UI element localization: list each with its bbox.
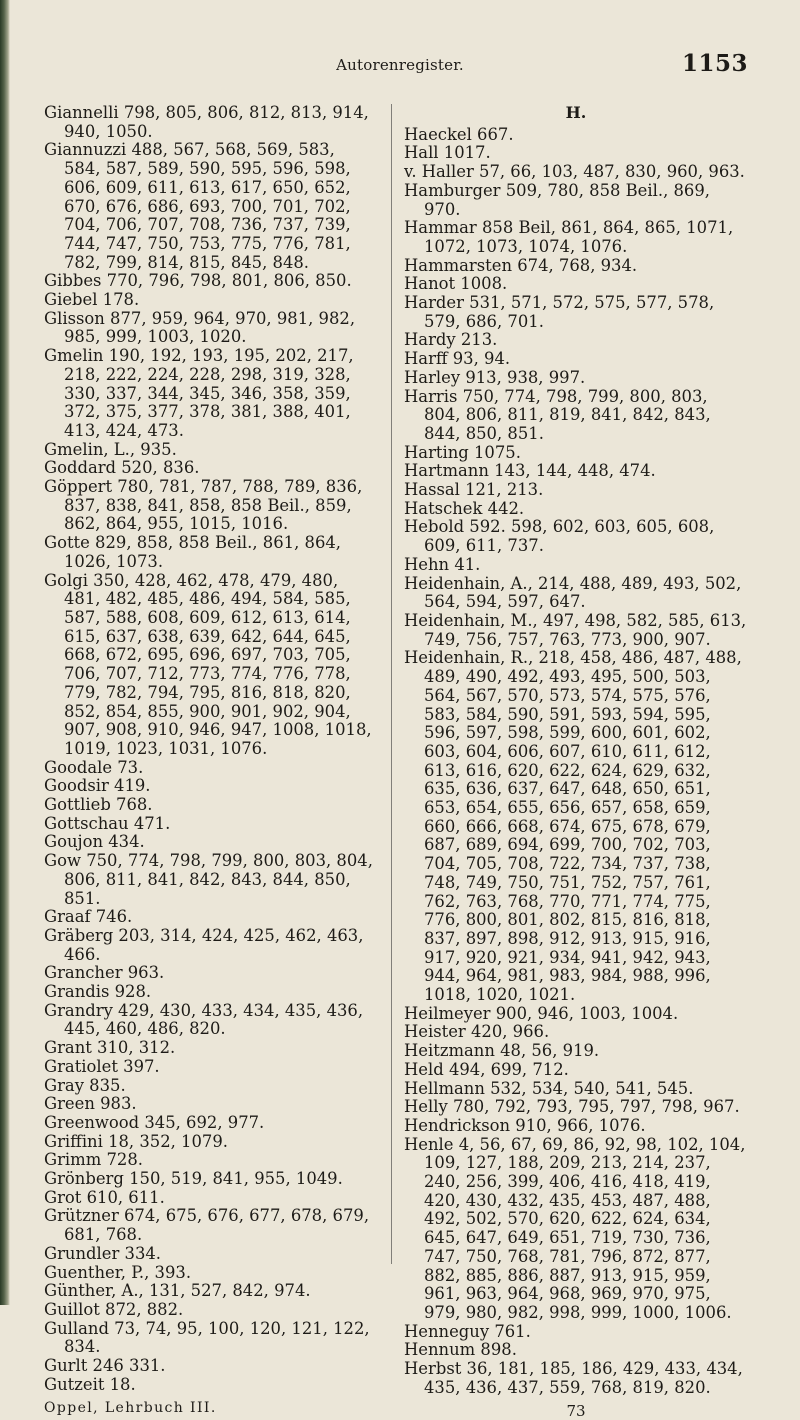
index-entry: Held 494, 699, 712. [404, 1059, 569, 1079]
index-entry: Goodale 73. [44, 757, 144, 777]
section-letter: H. [565, 103, 587, 122]
index-entry: Hamburger 509, 780, 858 Beil., 869, 970. [404, 180, 710, 219]
index-entry: Grant 310, 312. [44, 1038, 176, 1058]
index-entry: Gray 835. [44, 1075, 126, 1095]
index-entry: Hanot 1008. [404, 274, 508, 294]
index-entry: Giannelli 798, 805, 806, 812, 813, 914, 940, 1050. [44, 103, 369, 141]
index-entry: Graaf 746. [44, 907, 133, 927]
book-footer: Oppel, Lehrbuch III. [44, 1399, 217, 1416]
index-entry: Greenwood 345, 692, 977. [44, 1112, 265, 1132]
index-entry: Hardy 213. [404, 330, 498, 350]
index-entry: Henle 4, 56, 67, 69, 86, 92, 98, 102, 104, 109, 127, 188, 209, 213, 214, 237, 240, 256, 399, 406, 416, 418, 419, 420, 430, 432, 435, 453, 487, 488, 492, 502, 570, 620, 622, 624, 634, 645, 647, 649, 651, 719, 730, 736, 747, 750, 768, 781, 796, 872, 877, 882, 885, 886, 887, 913, 915, 959, 961, 963, 964, 968, 969, 970, 975, 979, 980, 982, 998, 999, 1000, 1006. [404, 1134, 746, 1322]
index-entry: Gutzeit 18. [44, 1374, 136, 1394]
index-entry: Gmelin, L., 935. [44, 439, 177, 459]
index-entry: Heidenhain, A., 214, 488, 489, 493, 502, 564, 594, 597, 647. [404, 573, 742, 612]
index-entry: Goddard 520, 836. [44, 458, 200, 478]
index-entry: Hebold 592. 598, 602, 603, 605, 608, 609, 611, 737. [404, 517, 715, 556]
index-entry: Herbst 36, 181, 185, 186, 429, 433, 434, 435, 436, 437, 559, 768, 819, 820. [404, 1359, 743, 1397]
index-entry: Grandry 429, 430, 433, 434, 435, 436, 445, 460, 486, 820. [44, 1000, 364, 1039]
index-entry: Harris 750, 774, 798, 799, 800, 803, 804, 806, 811, 819, 841, 842, 843, 844, 850, 851. [404, 386, 711, 443]
index-entry: Harff 93, 94. [404, 349, 511, 369]
index-entry: Gurlt 246 331. [44, 1356, 166, 1376]
index-entry: Henneguy 761. [404, 1321, 531, 1341]
index-entry: Heilmeyer 900, 946, 1003, 1004. [404, 1003, 679, 1023]
index-entry: Gotte 829, 858, 858 Beil., 861, 864, 1026, 1073. [44, 533, 342, 571]
printer-signature: 73 [566, 1401, 586, 1420]
index-entry: Hartmann 143, 144, 448, 474. [404, 461, 656, 481]
index-entry: Grimm 728. [44, 1150, 143, 1170]
index-entry: Hennum 898. [404, 1340, 517, 1360]
index-entry: Harley 913, 938, 997. [404, 367, 586, 387]
index-entry: Heitzmann 48, 56, 919. [404, 1041, 600, 1061]
index-entry: Guillot 872, 882. [44, 1300, 184, 1319]
index-entry: Griffini 18, 352, 1079. [44, 1131, 228, 1151]
index-entry: Gräberg 203, 314, 424, 425, 462, 463, 466. [44, 925, 364, 964]
index-entry: Heister 420, 966. [404, 1022, 550, 1042]
index-entry: Haeckel 667. [404, 124, 514, 144]
index-entry: Hassal 121, 213. [404, 480, 544, 500]
index-entry: Grandis 928. [44, 982, 152, 1002]
index-entry: Gottlieb 768. [44, 795, 153, 815]
index-entry: Hatschek 442. [404, 498, 525, 518]
index-entry: Golgi 350, 428, 462, 478, 479, 480, 481, 482, 485, 486, 494, 584, 585, 587, 588, 608, 609, 612, 613, 614, 615, 637, 638, 639, 642, 644, 645, 668, 672, 695, 696, 697, 703, 705, 706, 707, 712, 773, 774, 776, 778, 779, 782, 794, 795, 816, 818, 820, 852, 854, 855, 900, 901, 902, 904, 907, 908, 910, 946, 947, 1008, 1018, 1019, 1023, 1031, 1076. [44, 570, 372, 758]
index-entry: Guenther, P., 393. [44, 1262, 192, 1282]
index-entry: Gow 750, 774, 798, 799, 800, 803, 804, 806, 811, 841, 842, 843, 844, 850, 851. [44, 851, 373, 908]
running-header: Autorenregister. [336, 56, 464, 74]
index-entry: Glisson 877, 959, 964, 970, 981, 982, 985, 999, 1003, 1020. [44, 308, 356, 347]
page-number: 1153 [681, 50, 748, 77]
index-entry: Hehn 41. [404, 554, 481, 574]
index-entry: Göppert 780, 781, 787, 788, 789, 836, 837, 838, 841, 858, 858 Beil., 859, 862, 864, 955, 1015, 1016. [44, 477, 363, 534]
left-column [44, 104, 374, 1417]
left-entry-list [44, 104, 374, 1395]
index-entry: Hendrickson 910, 966, 1076. [404, 1115, 646, 1135]
index-entry: Giannuzzi 488, 567, 568, 569, 583, 584, 587, 589, 590, 595, 596, 598, 606, 609, 611, 613, 617, 650, 652, 670, 676, 686, 693, 700, 701, 702, 704, 706, 707, 708, 736, 737, 739, 744, 747, 750, 753, 775, 776, 781, 782, 799, 814, 815, 845, 848. [44, 140, 351, 272]
index-entry: Harting 1075. [404, 442, 521, 462]
index-entry: Grönberg 150, 519, 841, 955, 1049. [44, 1169, 343, 1189]
index-entry: Gulland 73, 74, 95, 100, 120, 121, 122, 834. [44, 1318, 370, 1357]
index-entry: Gottschau 471. [44, 813, 171, 833]
index-entry: Heidenhain, M., 497, 498, 582, 585, 613, 749, 756, 757, 763, 773, 900, 907. [404, 610, 747, 649]
index-entry: Günther, A., 131, 527, 842, 974. [44, 1281, 311, 1301]
index-entry: Hall 1017. [404, 143, 491, 163]
index-entry: Gratiolet 397. [44, 1056, 160, 1076]
index-entry: Grancher 963. [44, 963, 165, 983]
index-entry: Hammar 858 Beil, 861, 864, 865, 1071, 1072, 1073, 1074, 1076. [404, 218, 734, 256]
index-entry: v. Haller 57, 66, 103, 487, 830, 960, 963. [404, 162, 745, 182]
index-entry: Harder 531, 571, 572, 575, 577, 578, 579, 686, 701. [404, 293, 715, 331]
right-entry-list [404, 126, 748, 1398]
index-entry: Hellmann 532, 534, 540, 541, 545. [404, 1078, 694, 1098]
book-binding-edge [0, 0, 10, 1305]
index-entry: Heidenhain, R., 218, 458, 486, 487, 488, 489, 490, 492, 493, 495, 500, 503, 564, 567, 570, 573, 574, 575, 576, 583, 584, 590, 591, 593, 594, 595, 596, 597, 598, 599, 600, 601, 602, 603, 604, 606, 607, 610, 611, 612, 613, 616, 620, 622, 624, 629, 632, 635, 636, 637, 647, 648, 650, 651, 653, 654, 655, 656, 657, 658, 659, 660, 666, 668, 674, 675, 678, 679, 687, 689, 694, 699, 700, 702, 703, 704, 705, 708, 722, 734, 737, 738, 748, 749, 750, 751, 752, 757, 761, 762, 763, 768, 770, 771, 774, 775, 776, 800, 801, 802, 815, 816, 818, 837, 897, 898, 912, 913, 915, 916, 917, 920, 921, 934, 941, 942, 943, 944, 964, 981, 983, 984, 988, 996, 1018, 1020, 1021. [404, 648, 742, 1005]
column-divider [391, 104, 392, 1264]
index-entry: Goodsir 419. [44, 776, 151, 796]
index-entry: Grot 610, 611. [44, 1187, 165, 1207]
index-entry: Helly 780, 792, 793, 795, 797, 798, 967. [404, 1097, 740, 1117]
index-entry: Giebel 178. [44, 290, 140, 310]
index-entry: Gibbes 770, 796, 798, 801, 806, 850. [44, 271, 352, 291]
index-entry: Gmelin 190, 192, 193, 195, 202, 217, 218, 222, 224, 228, 298, 319, 328, 330, 337, 344, 345, 346, 358, 359, 372, 375, 377, 378, 381, 388, 401, 413, 424, 473. [44, 346, 354, 440]
index-entry: Grundler 334. [44, 1243, 162, 1263]
right-column [404, 104, 748, 1420]
index-entry: Hammarsten 674, 768, 934. [404, 255, 638, 275]
index-entry: Goujon 434. [44, 832, 145, 852]
index-entry: Grützner 674, 675, 676, 677, 678, 679, 681, 768. [44, 1206, 370, 1245]
index-entry: Green 983. [44, 1094, 137, 1114]
